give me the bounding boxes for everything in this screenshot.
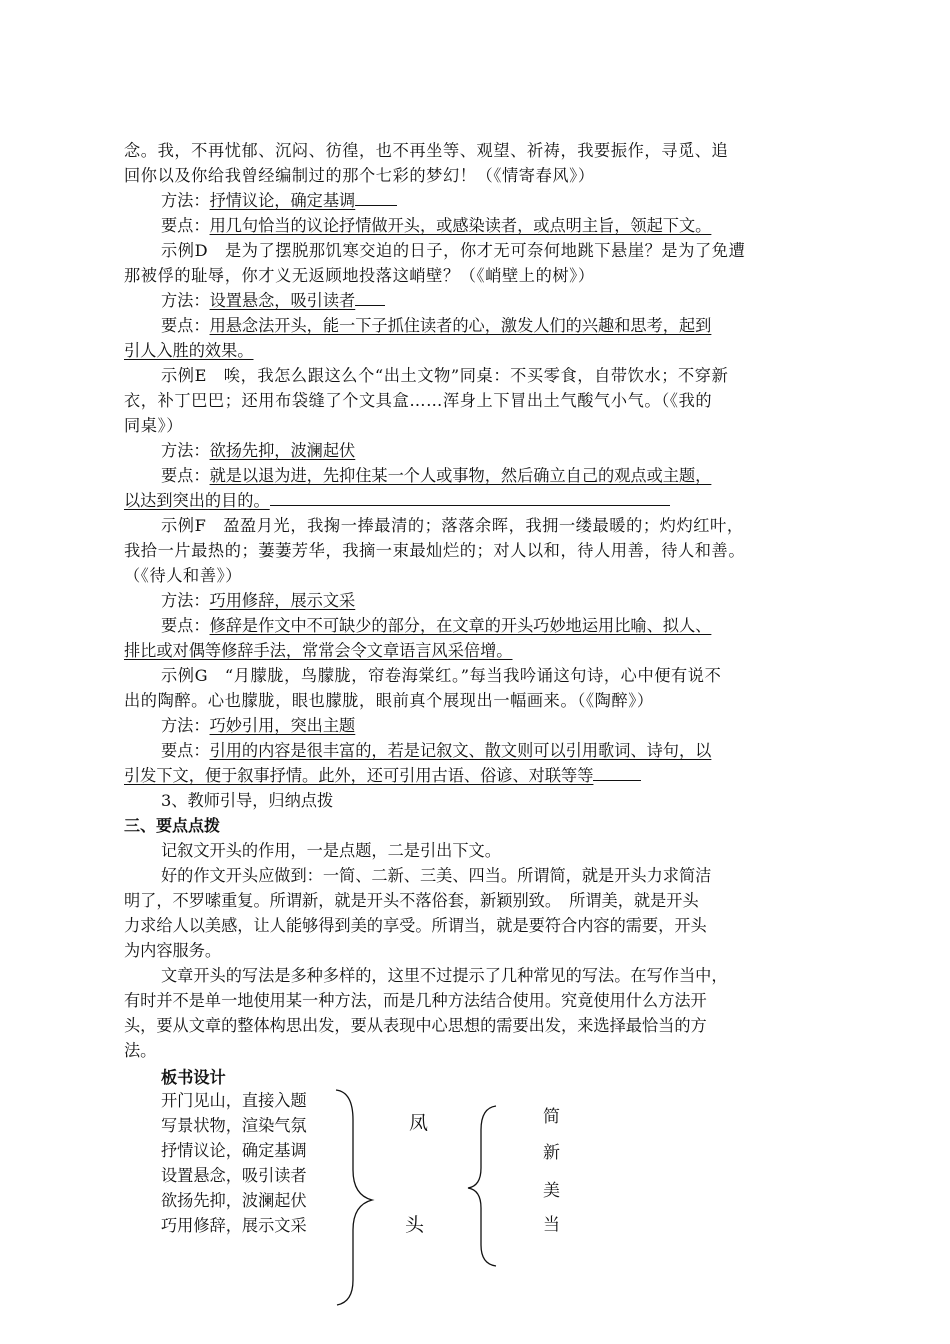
paragraph-line: 法。	[124, 1041, 157, 1060]
paragraph-line: 为内容服务。	[124, 941, 222, 960]
paragraph-line: 文章开头的写法是多种多样的，这里不过提示了几种常见的写法。在写作当中，	[161, 966, 728, 985]
method-text: 欲扬先抑，波澜起伏	[209, 441, 356, 460]
text-line: 那被俘的耻辱，你才义无返顾地投落这峭壁？（《峭壁上的树》）	[124, 266, 595, 285]
text-line: 我拾一片最热的；萋萋芳华，我摘一束最灿烂的；对人以和，待人用善，待人和善。	[124, 541, 746, 560]
method-label: 方法：	[161, 191, 210, 210]
board-method-item: 设置悬念，吸引读者	[161, 1166, 307, 1185]
text-line: （《待人和善》）	[124, 566, 243, 585]
board-right-char: 当	[543, 1215, 560, 1235]
paragraph-line: 明了，不罗嗦重复。所谓新，就是开头不落俗套，新颖别致。 所谓美，就是开头	[124, 891, 699, 910]
method-text: 巧妙引用，突出主题	[209, 716, 356, 735]
keypoint-text: 用几句恰当的议论抒情做开头，或感染读者，或点明主旨，领起下文。	[209, 216, 712, 235]
right-brace	[468, 1106, 496, 1266]
board-right-char: 美	[543, 1181, 560, 1201]
method-label: 方法：	[161, 716, 210, 735]
paragraph-line: 记叙文开头的作用，一是点题，二是引出下文。	[161, 841, 501, 860]
board-right-char: 简	[543, 1107, 560, 1127]
left-brace	[336, 1090, 372, 1305]
method-text: 设置悬念，吸引读者	[209, 291, 356, 310]
method-text: 巧用修辞，展示文采	[209, 591, 356, 610]
method-label: 方法：	[161, 591, 210, 610]
example-line: 示例F 盈盈月光，我掬一捧最清的；落落余晖，我拥一缕最暖的；灼灼红叶，	[161, 516, 744, 535]
keypoint-text: 修辞是作文中不可缺少的部分，在文章的开头巧妙地运用比喻、拟人、	[209, 616, 712, 635]
board-title: 板书设计	[161, 1068, 226, 1087]
board-right-char: 新	[543, 1143, 560, 1163]
keypoint-label: 要点：	[161, 316, 210, 335]
keypoint-text: 就是以退为进，先抑住某一个人或事物，然后确立自己的观点或主题，	[209, 466, 712, 485]
keypoint-label: 要点：	[161, 741, 210, 760]
board-center-bottom: 头	[405, 1214, 425, 1236]
example-line: 示例D 是为了摆脱那饥寒交迫的日子，你才无可奈何地跳下悬崖？是为了免遭	[161, 241, 746, 260]
keypoint-label: 要点：	[161, 216, 210, 235]
keypoint-text: 引发下文，便于叙事抒情。此外，还可引用古语、俗谚、对联等等	[124, 766, 594, 785]
method-label: 方法：	[161, 441, 210, 460]
board-method-item: 开门见山，直接入题	[161, 1091, 307, 1110]
board-method-item: 欲扬先抑，波澜起伏	[161, 1191, 307, 1210]
step-heading: 3、教师引导，归纳点拨	[161, 791, 334, 810]
board-center-top: 凤	[409, 1112, 429, 1134]
keypoint-text: 引用的内容是很丰富的，若是记叙文、散文则可以引用歌词、诗句，以	[209, 741, 712, 760]
example-line: 示例E 唉，我怎么跟这么个“出土文物”同桌：不买零食，自带饮水；不穿新	[161, 366, 729, 385]
paragraph-line: 力求给人以美感，让人能够得到美的享受。所谓当，就是要符合内容的需要，开头	[124, 916, 707, 935]
paragraph-line: 有时并不是单一地使用某一种方法，而是几种方法结合使用。究竟使用什么方法开	[124, 991, 707, 1010]
text-line: 出的陶醉。心也朦胧，眼也朦胧，眼前真个展现出一幅画来。（《陶醉》）	[124, 691, 654, 710]
keypoint-text: 以达到突出的目的。	[124, 491, 270, 510]
example-line: 示例G “月朦胧，鸟朦胧，帘卷海棠红。”每当我吟诵这句诗，心中便有说不	[161, 666, 722, 685]
paragraph-line: 头，要从文章的整体构思出发，要从表现中心思想的需要出发，来选择最恰当的方	[124, 1016, 707, 1035]
method-label: 方法：	[161, 291, 210, 310]
method-text: 抒情议论，确定基调	[209, 191, 356, 210]
board-method-item: 巧用修辞，展示文采	[161, 1216, 307, 1235]
text-line: 回你以及你给我曾经编制过的那个七彩的梦幻！（《情寄春风》）	[124, 166, 595, 185]
keypoint-text: 排比或对偶等修辞手法，常常会令文章语言风采倍增。	[124, 641, 513, 660]
board-method-item: 写景状物，渲染气氛	[161, 1116, 307, 1135]
keypoint-label: 要点：	[161, 466, 210, 485]
section-heading: 三、要点点拨	[124, 816, 221, 835]
board-method-item: 抒情议论，确定基调	[161, 1141, 307, 1160]
text-line: 同桌》）	[124, 416, 184, 435]
text-line: 念。我，不再忧郁、沉闷、彷徨，也不再坐等、观望、祈祷，我要振作，寻觅、追	[124, 141, 729, 160]
text-line: 衣，补丁巴巴；还用布袋缝了个文具盒……浑身上下冒出土气酸气小气。（《我的	[124, 391, 713, 410]
keypoint-text: 用悬念法开头，能一下子抓住读者的心，激发人们的兴趣和思考，起到	[209, 316, 712, 335]
keypoint-label: 要点：	[161, 616, 210, 635]
paragraph-line: 好的作文开头应做到：一简、二新、三美、四当。所谓简，就是开头力求简洁	[161, 866, 712, 885]
keypoint-text: 引人入胜的效果。	[124, 341, 254, 360]
